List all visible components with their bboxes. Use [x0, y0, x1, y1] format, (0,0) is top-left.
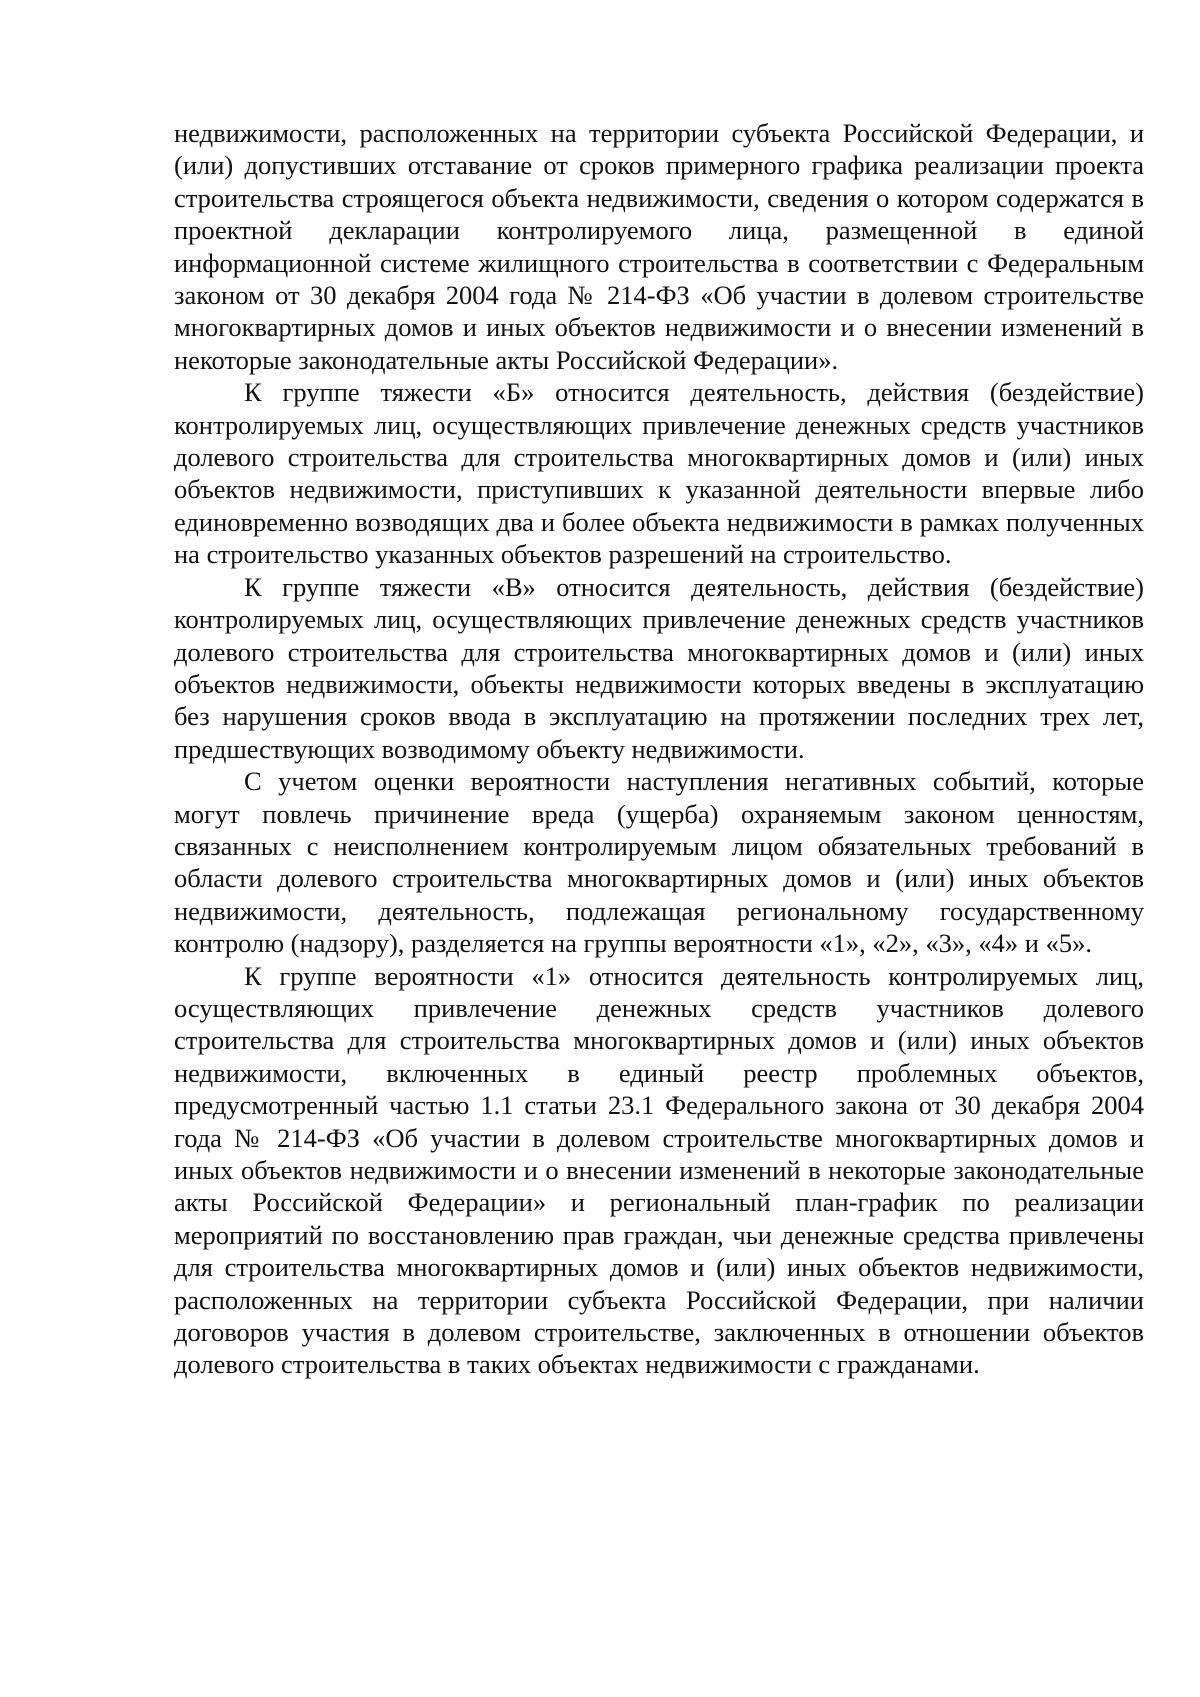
paragraph-severity-group-v: К группе тяжести «В» относится деятельность, действия (бездействие) контролируемых лиц, осуществляющих привлечение денежных средств участников долевого строительства для строительства многоквартирных домов и (или) иных объектов недвижимости, объекты недвижимости которых введены в эксплуатацию без нарушения сроков ввода в эксплуатацию на протяжении последних трех лет, предшествующих возводимому объекту недвижимости.: [174, 571, 1144, 764]
paragraph-probability-groups: С учетом оценки вероятности наступления негативных событий, которые могут повлечь причинение вреда (ущерба) охраняемым законом ценностям, связанных с неисполнением контролируемым лицом обязательных требований в области долевого строительства многоквартирных домов и (или) иных объектов недвижимости, деятельность, подлежащая региональному государственному контролю (надзору), разделяется на группы вероятности «1», «2», «3», «4» и «5».: [174, 766, 1144, 959]
paragraph-continuation: недвижимости, расположенных на территории субъекта Российской Федерации, и (или) допустивших отставание от сроков примерного графика реализации проекта строительства строящегося объекта недвижимости, сведения о котором содержатся в проектной декларации контролируемого лица, размещенной в единой информационной системе жилищного строительства в соответствии с Федеральным законом от 30 декабря 2004 года № 214-ФЗ «Об участии в долевом строительстве многоквартирных домов и иных объектов недвижимости и о внесении изменений в некоторые законодательные акты Российской Федерации».: [174, 118, 1144, 375]
document-body: [174, 117, 1144, 1381]
paragraph-severity-group-b: К группе тяжести «Б» относится деятельность, действия (бездействие) контролируемых лиц, осуществляющих привлечение денежных средств участников долевого строительства для строительства многоквартирных домов и (или) иных объектов недвижимости, приступивших к указанной деятельности впервые либо единовременно возводящих два и более объекта недвижимости в рамках полученных на строительство указанных объектов разрешений на строительство.: [174, 377, 1144, 570]
paragraph-probability-group-1: К группе вероятности «1» относится деятельность контролируемых лиц, осуществляющих привлечение денежных средств участников долевого строительства для строительства многоквартирных домов и (или) иных объектов недвижимости, включенных в единый реестр проблемных объектов, предусмотренный частью 1.1 статьи 23.1 Федерального закона от 30 декабря 2004 года № 214-ФЗ «Об участии в долевом строительстве многоквартирных домов и иных объектов недвижимости и о внесении изменений в некоторые законодательные акты Российской Федерации» и региональный план-график по реализации мероприятий по восстановлению прав граждан, чьи денежные средства привлечены для строительства многоквартирных домов и (или) иных объектов недвижимости, расположенных на территории субъекта Российской Федерации, при наличии договоров участия в долевом строительстве, заключенных в отношении объектов долевого строительства в таких объектах недвижимости с гражданами.: [174, 960, 1144, 1380]
